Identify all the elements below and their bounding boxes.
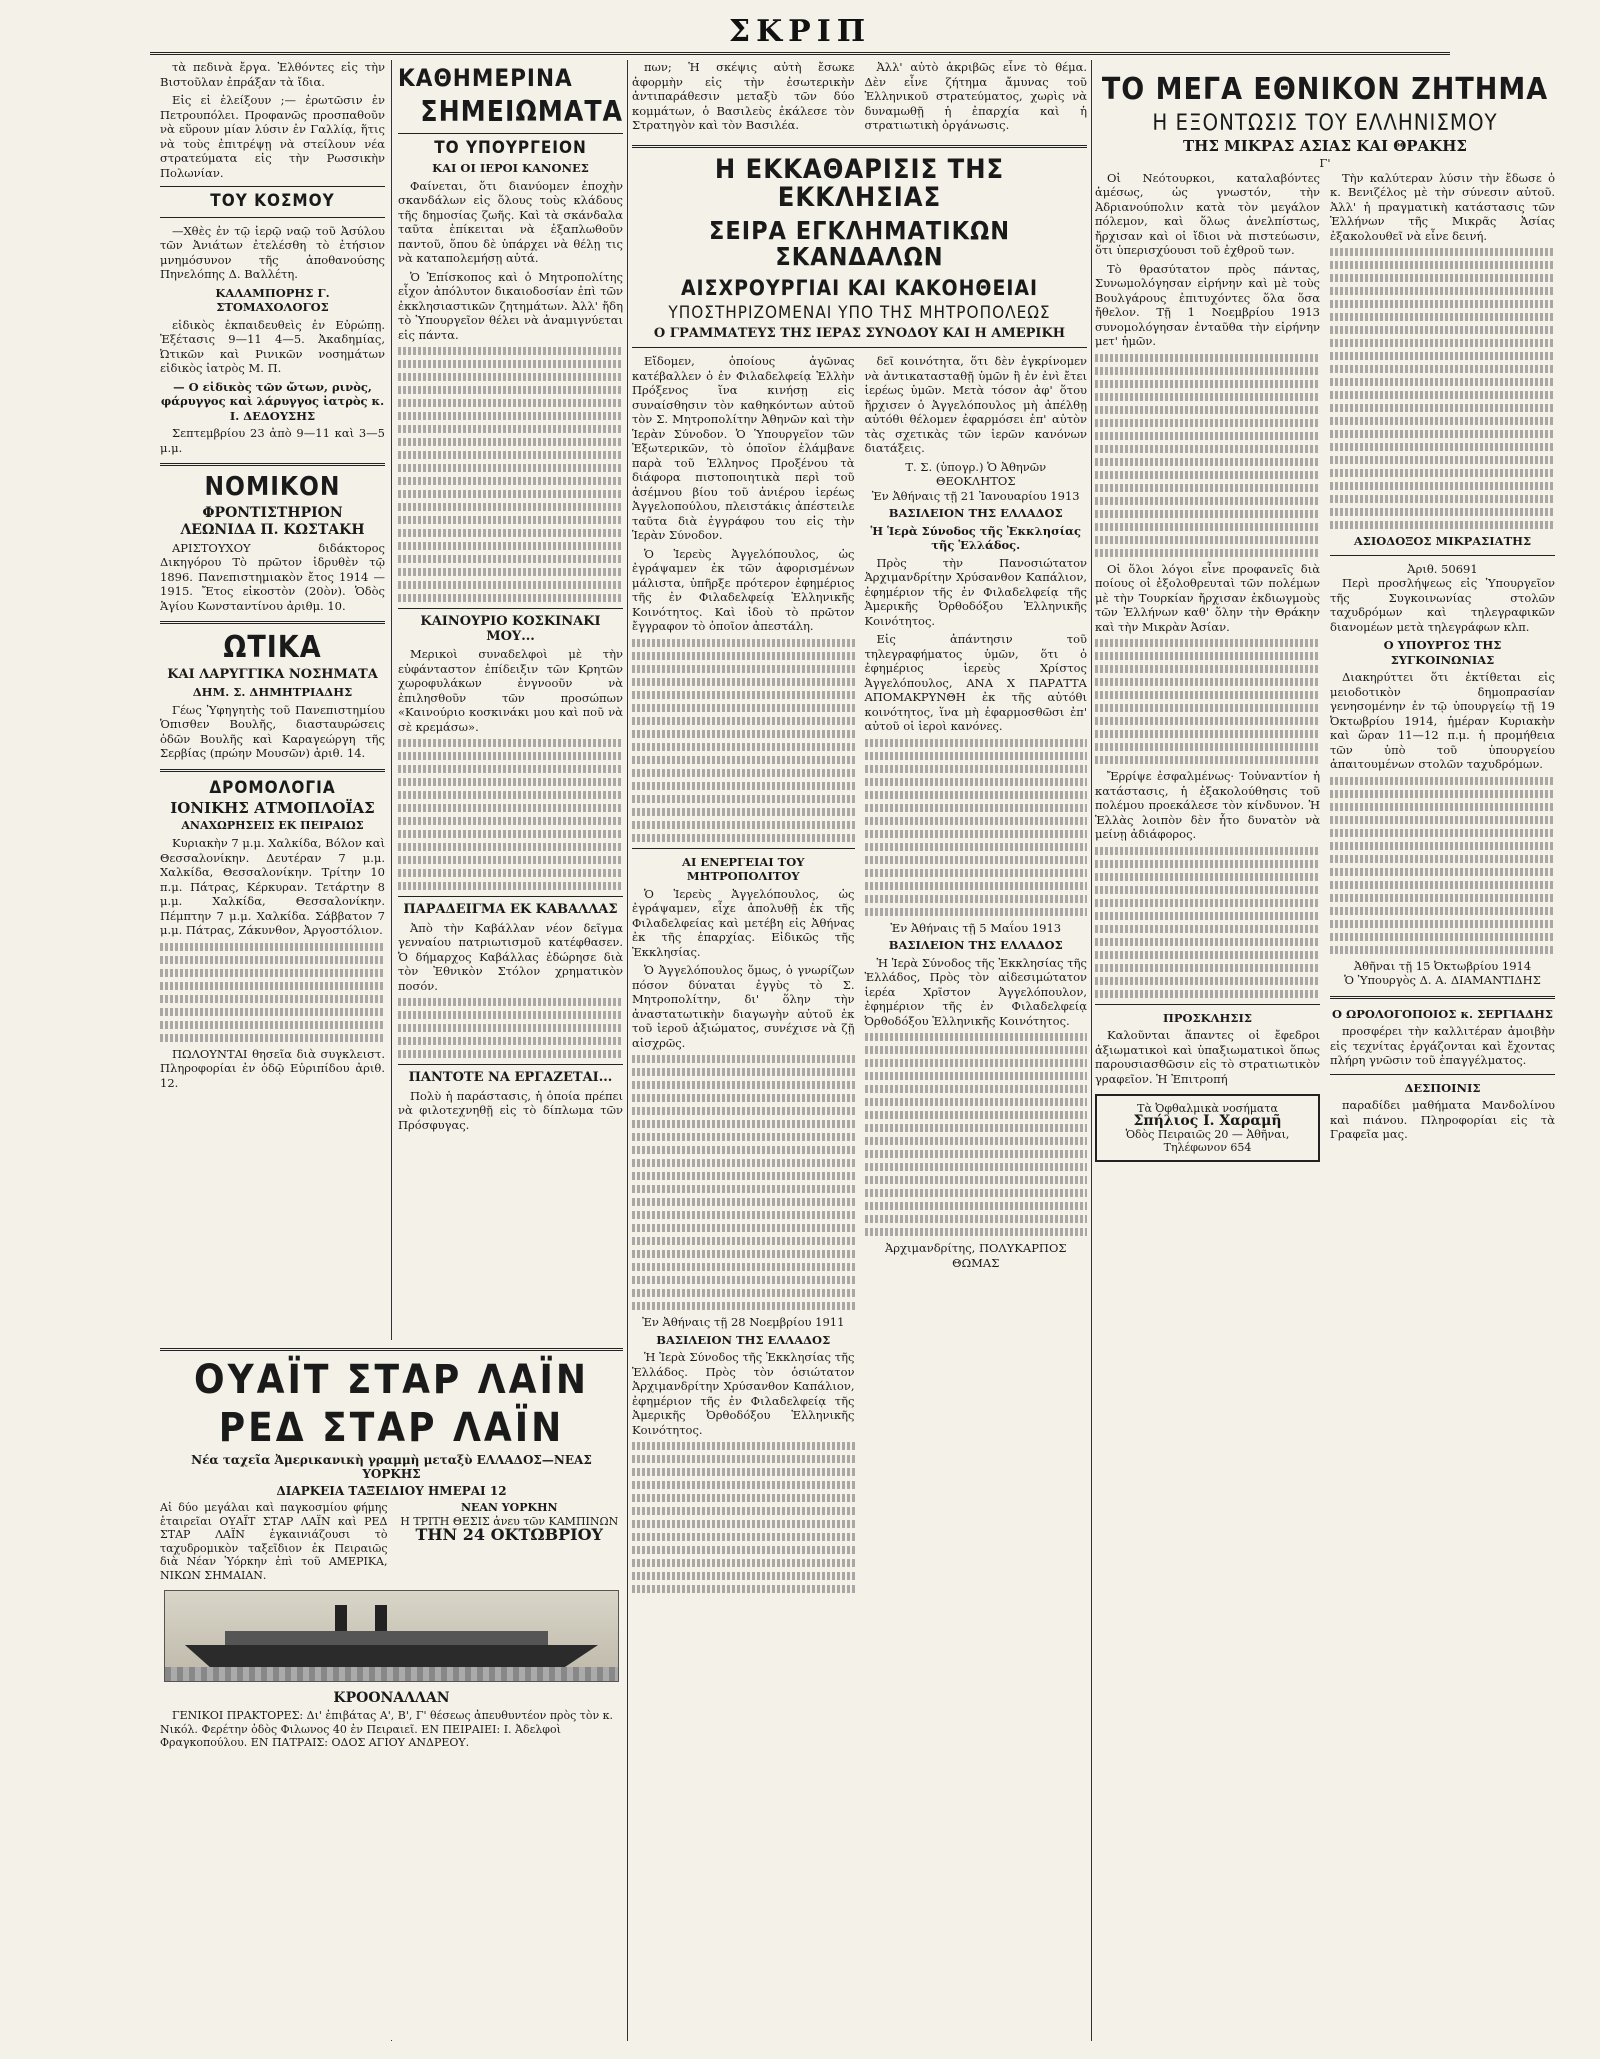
- ad-text: εἰδικὸς ἐκπαιδευθεὶς ἐν Εὐρώπῃ. Ἐξέτασις 9—11 4—5. Ἀκαδημίας, Ὠτικῶν καὶ Ρινικῶν νοσημάτων εἰδικὸς ἰατρὸς Μ. Π.: [160, 317, 385, 376]
- ad-heading: ΑΝΑΧΩΡΗΣΕΙΣ ΕΚ ΠΕΙΡΑΙΩΣ: [181, 818, 364, 832]
- article-text: Ἔρρίψε ἐσφαλμένως· Τοὐναντίον ἡ κατάστασις, ἡ ἐξακολούθησις τοῦ πολέμου προεκάλεσε τὸν κίνδυνον. Ἡ Ἑλλὰς λοιπὸν δὲν ἦτο δυνατὸν νὰ μείνῃ ἀδιάφορος.: [1095, 769, 1320, 842]
- article-text: Ἀλλ' αὐτὸ ἀκριβῶς εἶνε τὸ θέμα. Δὲν εἶνε ζήτημα ἄμυνας τοῦ Ἑλληνικοῦ στρατεύματος, χωρὶς νὰ δυναμωθῇ ἡ ἐπαρχία καὶ ἡ στρατιωτικὴ ὀργάνωσις.: [864, 60, 1087, 132]
- article-part: Γ': [1319, 156, 1331, 171]
- divider: [398, 608, 623, 609]
- newspaper-name: ΣΚΡΙΠ: [728, 14, 872, 49]
- column-2: [398, 60, 623, 1329]
- ad-subtitle: ΚΑΙ ΛΑΡΥΓΓΙΚΑ ΝΟΣΗΜΑΤΑ: [167, 666, 378, 682]
- document-date: Ἐν Ἀθήναις τῇ 28 Νοεμβρίου 1911: [642, 1315, 845, 1330]
- ad-title: ΡΕΔ ΣΤΑΡ ΛΑΪΝ: [218, 1405, 565, 1451]
- text-block: [1095, 847, 1320, 998]
- ad-text: προσφέρει τὴν καλλιτέραν ἀμοιβὴν εἰς τεχνίτας ἐργάζονται καὶ ἔχοντας πλήρη γνῶσιν τοῦ ἐπαγγέλματος.: [1330, 1024, 1555, 1068]
- article-text: Ἡ Ἱερὰ Σύνοδος τῆς Ἐκκλησίας τῆς Ἑλλάδος. Πρὸς τὸν ὁσιώτατον Ἀρχιμανδρίτην Χρύσανθον Καπάλιον, ἐφημέριον τῆς ἐν Φιλαδελφείᾳ τῆς Ἀμερικῆς Ὀρθοδόξου Ἑλληνικῆς Κοινότητος.: [632, 1350, 855, 1437]
- text-block: [1095, 639, 1320, 764]
- document-signature: Ἀρχιμανδρίτης, ΠΟΛΥΚΑΡΠΟΣ ΘΩΜΑΣ: [884, 1241, 1067, 1270]
- article-text: Εἰς εἰ ἐλείξουν ;— ἐρωτῶσιν ἐν Πετρουπόλει. Προφανῶς προσπαθοῦν νὰ εὕρουν μίαν λύσιν ἐν Γαλλίᾳ, ἥτις νὰ τοὺς ἐπιτρέψῃ νὰ στείλουν νέα στρατεύματα εἰς τὴν Ρωσσικὴν Πολωνίαν.: [160, 93, 385, 180]
- article-text: Ὁ Ἐπίσκοπος καὶ ὁ Μητροπολίτης εἶχον ἀπόλυτον δικαιοδοσίαν ἐπὶ τῶν ἐκκλησιαστικῶν ζητημάτων. Ἀλλ' ἤδη τὸ Ὑπουργεῖον θέλει νὰ ἀναμιγνύεται εἰς πάντα.: [398, 269, 623, 342]
- column-4: [1095, 60, 1555, 2041]
- ad-title: ΝΟΜΙΚΟΝ: [204, 472, 341, 503]
- article-text: Ἀπὸ τὴν Καβάλλαν νέον δεῖγμα γενναίου πατριωτισμοῦ κατέφθασεν. Ὁ δήμαρχος Καβάλλας ἐδώρησε διὰ τὸν Ἐθνικὸν Στόλον χρηματικὸν ποσόν.: [398, 920, 623, 993]
- article-text: Ὁ Ἀγγελόπουλος ὅμως, ὁ γνωρίζων πόσον δύναται ἐγγὺς τὸ Σ. Μητροπολίτην, δι' ὅλην τὴν ἀναστατωτικὴν διαγωγὴν αὐτοῦ ἐκ τοῦ ἱεροῦ ἀξιώματος, συνέχισε νὰ ζῇ αἰσχρῶς.: [632, 963, 855, 1050]
- text-block: [632, 1442, 855, 1593]
- ad-name: ΔΗΜ. Σ. ΔΗΜΗΤΡΙΑΔΗΣ: [192, 685, 353, 700]
- section-heading: ΤΟΥ ΚΟΣΜΟΥ: [210, 191, 335, 211]
- ad-text: ΠΩΛΟΥΝΤΑΙ θησεῖα διὰ συγκλειστ. Πληροφορίαι ἐν ὁδῷ Εὐριπίδου ἀριθ. 12.: [160, 1046, 385, 1090]
- ad-agents-name: ΚΡΟΟΝΑΛΛΑΝ: [333, 1690, 450, 1706]
- text-block: [1330, 248, 1555, 529]
- ad-subtitle: Νέα ταχεῖα Ἀμερικανικὴ γραμμὴ μεταξὺ ΕΛΛΑΔΟΣ—ΝΕΑΣ ΥΟΡΚΗΣ: [191, 1453, 592, 1481]
- notice-title: Ο ΥΠΟΥΡΓΟΣ ΤΗΣ ΣΥΓΚΟΙΝΩΝΙΑΣ: [1383, 638, 1502, 667]
- headline: ΤΟ ΜΕΓΑ ΕΘΝΙΚΟΝ ΖΗΤΗΜΑ: [1101, 72, 1549, 107]
- article-text: —Χθὲς ἐν τῷ ἱερῷ ναῷ τοῦ Ἀσύλου τῶν Ἀνιάτων ἐτελέσθη τὸ ἐτήσιον μνημόσυνον τῆς ἀποθανούσης Πηνελόπης Δ. Βαλλέτη.: [160, 223, 385, 282]
- shipping-ad: [160, 1340, 623, 2040]
- divider: [1095, 1004, 1320, 1005]
- divider: [1330, 555, 1555, 556]
- ad-agents: ΓΕΝΙΚΟΙ ΠΡΑΚΤΟΡΕΣ: Δι' ἐπιβάτας Α', Β', Γ' θέσεως ἀπευθυντέον πρὸς τὸν κ. Νικόλ. Φερέτην ὁδὸς Φιλωνος 40 ἐν Πειραιεῖ. ΕΝ ΠΕΙΡΑΙΕΙ: Ι. Ἀδελφοὶ Φραγκοπούλου. ΕΝ ΠΑΤΡΑΙΣ: ΟΔΟΣ ΑΓΙΟΥ ΑΝΔΡΕΟΥ.: [160, 1709, 614, 1749]
- text-block: [632, 1055, 855, 1310]
- ad-title: ΔΡΟΜΟΛΟΓΙΑ: [209, 777, 336, 798]
- article-text: Ὁ Ἱερεὺς Ἀγγελόπουλος, ὡς ἐγράψαμεν ἐκ τῶν ἀφορισμένων μάλιστα, ὑπῆρξε πρότερον ἐφημέριος τῆς ἐν Φιλαδελφείᾳ Ἑλληνικῆς Κοινότητος. Καὶ ἰδοὺ τὸ πρῶτον ἔγγραφον τὸ ὁποῖον ἀπεστάλη.: [632, 546, 855, 634]
- ad-text: ΑΡΙΣΤΟΥΧΟΥ διδάκτορος Δικηγόρου Τὸ πρῶτον ἱδρυθὲν τῷ 1896. Πανεπιστημιακὸν ἔτος 1914 — 1915. Ἔτος εἰκοστὸν (20ὸν). Ὁδὸς Ἁγίου Κωνσταντίνου ἀριθμ. 10.: [160, 540, 385, 613]
- document-header: ΒΑΣΙΛΕΙΟΝ ΤΗΣ ΕΛΛΑΔΟΣ: [888, 938, 1063, 953]
- article-text: Εἴδομεν, ὁποίους ἀγῶνας κατέβαλλεν ὁ ἐν Φιλαδελφείᾳ Ἑλλὴν Πρόξενος ἵνα κινήσῃ εἰς συναίσθησιν τὸν καθηκόντων αὐτοῦ τὸν Σ. Μητροπολίτην Ἀθηνῶν καὶ τὴν Ἱερὰν Σύνοδον. Ὁ Ὑπουργεῖον τῶν Ἐξωτερικῶν, τὸ ὁποῖον ἐλάμβανε παρὰ τοῦ Ἑλληνος Προξένου τὰ διάφορα πιστοποιητικὰ περὶ τοῦ ἀσέμνου βίου τοῦ ἀνιέρου ἱερέως Ἀγγελοπούλου, πλειστάκις ἀπέστειλε ταῦτα διὰ ἐγγράφου του εἰς τὴν Ἱερὰν Σύνοδον.: [632, 354, 855, 543]
- text-block: [1330, 777, 1555, 954]
- section-heading: ΤΟ ΥΠΟΥΡΓΕΙΟΝ: [434, 137, 587, 158]
- notice-title: ΠΡΟΣΚΛΗΣΙΣ: [1162, 1010, 1253, 1025]
- text-block: [1095, 354, 1320, 557]
- article-text: Ὁ Ἱερεὺς Ἀγγελόπουλος, ὡς ἐγράψαμεν, εἶχε ἀπολυθῇ ἐκ τῆς Φιλαδελφείας καὶ μετέβη εἰς Ἀθήνας ἐκ τῆς ἐπαρχίας. Εἰδικῶς τῆς Ἐκκλησίας.: [632, 886, 855, 959]
- ad-title: Τὰ Ὀφθαλμικὰ νοσήματα: [1137, 1102, 1278, 1116]
- notice-text: Καλοῦνται ἅπαντες οἱ ἔφεδροι ἀξιωματικοὶ καὶ ὑπαξιωματικοὶ ὅπως παρουσιασθῶσιν εἰς τὸ στρατιωτικὸν γραφεῖον. Ἡ Ἐπιτροπή: [1095, 1028, 1320, 1086]
- divider: [160, 217, 385, 218]
- divider: [1330, 1074, 1555, 1075]
- text-block: [865, 1033, 1088, 1236]
- article-text: τὰ πεδινὰ ἔργα. Ἐλθόντες εἰς τὴν Βιστοῦλαν ἐπράξαν τὰ ἴδια.: [160, 60, 385, 89]
- notice-text: Διακηρύττει ὅτι ἐκτίθεται εἰς μειοδοτικὸν δημοπρασίαν γενησομένην ἐν τῷ ὑπουργείῳ τῇ 19 Ὀκτωβρίου 1914, ἡμέραν Κυριακὴν καὶ ὥραν 11—12 π.μ. ἡ προμήθεια τῶν ὑπὸ τοῦ ὑπουργείου ἀπαιτουμένων στολῶν ταχυδρόμων.: [1330, 670, 1555, 772]
- text-block: [632, 639, 855, 842]
- article-text: Τὴν καλύτεραν λύσιν τὴν ἔδωσε ὁ κ. Βενιζέλος μὲ τὴν σύνεσιν αὐτοῦ. Ἀλλ' ἡ πραγματικὴ κατάστασις τῶν Ἑλλήνων τῆς Μικρᾶς Ἀσίας ἐξακολουθεῖ νὰ εἶνε δεινή.: [1330, 170, 1555, 243]
- article-text: πων; Ἡ σκέψις αὐτὴ ἔσωκε ἀφορμὴν εἰς τὴν ἐσωτερικὴν ἀντιπαράθεσιν μεταξὺ τῶν δύο κομμάτων, ὁ Βασιλεὺς ἐκάλεσε τὸν Στρατηγὸν καὶ τὸν Βασιλέα.: [632, 60, 855, 132]
- divider: [632, 145, 1087, 148]
- column-rule: [627, 60, 628, 2041]
- ad-text: Κυριακὴν 7 μ.μ. Χαλκίδα, Βόλον καὶ Θεσσαλονίκην. Δευτέραν 7 μ.μ. Χαλκίδα, Θεσσαλονίκην. Τρίτην 10 π.μ. Πάτρας, Κέρκυραν. Τετάρτην 8 μ.μ. Χαλκίδα, Θεσσαλονίκην. Πέμπτην 7 μ.μ. Χαλκίδα. Σάββατον 7 μ.μ. Πάτρας, Ζάκυνθον, Ἀργοστόλιον.: [160, 836, 385, 938]
- divider: [160, 186, 385, 187]
- headline: ΥΠΟΣΤΗΡΙΖΟΜΕΝΑΙ ΥΠΟ ΤΗΣ ΜΗΤΡΟΠΟΛΕΩΣ: [668, 302, 1051, 323]
- document-header: Ἡ Ἱερὰ Σύνοδος τῆς Ἐκκλησίας τῆς Ἑλλάδος.: [870, 523, 1081, 553]
- divider: [160, 463, 385, 466]
- section-heading: ΠΑΡΑΔΕΙΓΜΑ ΕΚ ΚΑΒΑΛΛΑΣ: [403, 902, 618, 918]
- ad-title: ΩΤΙΚΑ: [223, 630, 322, 666]
- notice-text: Περὶ προσλήψεως εἰς Ὑπουργεῖον τῆς Συγκοινωνίας στολῶν ταχυδρόμων καὶ τηλεγραφικῶν διανομέων μετὰ τηλεγράφων κλπ.: [1330, 576, 1555, 634]
- text-block: [160, 943, 385, 1042]
- divider: [398, 1064, 623, 1065]
- section-heading: ΚΑΙΝΟΥΡΙΟ ΚΟΣΚΙΝΑΚΙ ΜΟΥ...: [420, 614, 601, 644]
- ad-text: Σεπτεμβρίου 23 ἀπὸ 9—11 καὶ 3—5 μ.μ.: [160, 426, 385, 455]
- divider: [160, 769, 385, 772]
- ad-title: Ο ΩΡΟΛΟΓΟΠΟΙΟΣ κ. ΣΕΡΓΙΑΔΗΣ: [1331, 1006, 1553, 1021]
- masthead: [150, 8, 1450, 55]
- column-title: ΚΑΘΗΜΕΡΙΝΑ: [398, 64, 573, 92]
- article-text: Φαίνεται, ὅτι διανύομεν ἐποχὴν σκανδάλων εἰς ὅλους τοὺς κλάδους τῆς δημοσίας ζωῆς. Καὶ τὰ σκάνδαλα ταῦτα ἐπίκειται νὰ ἐξαπλωθοῦν παντοῦ, ὅπου δὲ ὑπάρχει νὰ θέλῃ τις νὰ καταπολεμήσῃ αὐτά.: [398, 178, 623, 266]
- ad-title: ΟΥΑΪΤ ΣΤΑΡ ΛΑΪΝ: [193, 1357, 590, 1403]
- document-date: Ἐν Ἀθήναις τῇ 21 Ἰανουαρίου 1913: [871, 488, 1080, 503]
- notice-number: Ἀριθ. 50691: [1407, 561, 1478, 576]
- article-text: Πρὸς τὴν Πανοσιώτατον Ἀρχιμανδρίτην Χρύσανθον Καπάλιον, ἐφημέριον τῆς ἐν Φιλαδελφείᾳ τῆς Ἀμερικῆς Ὀρθοδόξου Ἑλληνικῆς Κοινότητος.: [864, 555, 1087, 628]
- section-heading: ΠΑΝΤΟΤΕ ΝΑ ΕΡΓΑΖΕΤΑΙ...: [408, 1070, 613, 1086]
- ad-title: ΔΕΣΠΟΙΝΙΣ: [1404, 1080, 1481, 1095]
- ad-name: ΛΕΩΝΙΔΑ Π. ΚΩΣΤΑΚΗ: [180, 522, 365, 539]
- ad-text: Ὁδὸς Πειραιῶς 20 — Ἀθῆναι, Τηλέφωνον 654: [1125, 1128, 1290, 1155]
- divider: [632, 848, 855, 849]
- ad-sail-info: Η ΤΡΙΤΗ ΘΕΣΙΣ ἀνευ τῶν ΚΑΜΠΙΝΩΝ: [400, 1514, 619, 1528]
- headline: ΑΙΣΧΡΟΥΡΓΙΑΙ ΚΑΙ ΚΑΚΟΗΘΕΙΑΙ: [680, 275, 1039, 300]
- document-header: ΒΑΣΙΛΕΙΟΝ ΤΗΣ ΕΛΛΑΔΟΣ: [656, 1332, 831, 1347]
- divider: [632, 347, 1087, 348]
- ad-date: ΤΗΝ 24 ΟΚΤΩΒΡΙΟΥ: [415, 1525, 603, 1544]
- article-text: Οἱ ὅλοι λόγοι εἶνε προφανεῖς διὰ ποίους οἱ ἐξολοθρευταὶ τῶν πολέμων μὲ τὴν Τουρκίαν ἤρχισαν ἐκδιωγμοὺς τῶν Ἑλλήνων καθ' ὅλην τὴν Θράκην καὶ τὴν Μικρὰν Ἀσίαν.: [1095, 561, 1320, 634]
- article-signature: ΑΣΙΟΔΟΞΟΣ ΜΙΚΡΑΣΙΑΤΗΣ: [1353, 534, 1532, 549]
- column-title: ΣΗΜΕΙΩΜΑΤΑ: [420, 95, 623, 129]
- ad-name: Σπήλιος Ι. Χαραμῆ: [1133, 1113, 1282, 1130]
- divider: [398, 133, 623, 134]
- subheadline: Ο ΓΡΑΜΜΑΤΕΥΣ ΤΗΣ ΙΕΡΑΣ ΣΥΝΟΔΟΥ ΚΑΙ Η ΑΜΕΡΙΚΗ: [653, 325, 1066, 341]
- ad-subtitle: ΦΡΟΝΤΙΣΤΗΡΙΟΝ: [202, 504, 343, 521]
- document-date: Ἐν Ἀθήναις τῇ 5 Μαΐου 1913: [890, 920, 1062, 935]
- article-text: δεῖ κοινότητα, ὅτι δὲν ἐγκρίνομεν νὰ ἀντικατασταθῇ ὑμῶν ἢ ἐν ἐνὶ ἔτει ἱερέως ὑμῶν. Μετὰ τόσον ἀφ' ὅτου ἤρχισεν ὁ Ἀγγελόπουλος μὴ ἀπέλθῃ αὐτόθι θέλομεν ἐφαρμόσει ἐπ' αὐτὸν τὰς σχετικὰς τῶν ἱερῶν κανόνων διατάξεις.: [864, 354, 1087, 456]
- text-block: [865, 739, 1088, 916]
- divider: [160, 621, 385, 624]
- article-text: Πολὺ ἡ παράστασις, ἡ ὁποία πρέπει νὰ φιλοτεχνηθῇ εἰς τὸ δίπλωμα τῶν Πρόσφυγας.: [398, 1088, 623, 1132]
- article-text: Μερικοὶ συναδελφοὶ μὲ τὴν εὐφάνταστον ἐπίδειξιν τῶν Κρητῶν χωροφυλάκων ἐνγνοοῦν νὰ ἐπιλησθοῦν τῶν προσώπων «Καινούριο κοσκινάκι μου καὶ ποῦ νὰ σὲ κρεμάσω».: [398, 647, 623, 734]
- text-block: [398, 739, 623, 890]
- ad-ship-name: ΝΕΑΝ ΥΟΡΚΗΝ: [460, 1501, 558, 1514]
- headline: ΣΕΙΡΑ ΕΓΚΛΗΜΑΤΙΚΩΝ ΣΚΑΝΔΑΛΩΝ: [708, 216, 1011, 272]
- text-block: [398, 347, 623, 602]
- ad-heading: ΚΑΛΑΜΠΟΡΗΣ Γ. ΣΤΟΜΑΧΟΛΟΓΟΣ: [215, 285, 330, 315]
- notice-date: Ἀθῆναι τῇ 15 Ὀκτωβρίου 1914: [1353, 958, 1532, 973]
- section-subheading: ΚΑΙ ΟΙ ΙΕΡΟΙ ΚΑΝΟΝΕΣ: [432, 161, 589, 176]
- headline: Η ΕΚΚΑΘΑΡΙΣΙΣ ΤΗΣ ΕΚΚΛΗΣΙΑΣ: [714, 153, 1005, 213]
- article-text: Ἡ Ἱερὰ Σύνοδος τῆς Ἐκκλησίας τῆς Ἑλλάδος, Πρὸς τὸν αἰδεσιμώτατον ἱερέα Χρῖστον Ἀγγελόπουλον, ἐφημέριον τῆς ἐν Φιλαδελφείᾳ Ὀρθοδόξου Ἑλληνικῆς Κοινότητος.: [864, 955, 1087, 1028]
- document-signature: Τ. Σ. (ὑπογρ.) Ὁ Ἀθηνῶν ΘΕΟΚΛΗΤΟΣ: [905, 459, 1047, 489]
- eye-doctor-ad: [1095, 1094, 1320, 1162]
- article-text: Εἰς ἀπάντησιν τοῦ τηλεγραφήματος ὑμῶν, ὅτι ὁ ἐφημέριος ἱερεὺς Χρίστος Ἀγγελόπουλος, ΑΝΑ Χ ΠΑΡΑΤΤΑ ΑΠΟΜΑΚΡΥΝΘΗ ἐκ τῆς αὐτόθι κοινότητος, ἵνα μὴ ἐφαρμοσθῶσι ἐπ' αὐτοῦ οἱ ἱεροὶ κανόνες.: [864, 632, 1087, 734]
- subheadline: ΤΗΣ ΜΙΚΡΑΣ ΑΣΙΑΣ ΚΑΙ ΘΡΑΚΗΣ: [1182, 136, 1467, 155]
- ad-subtitle: ΔΙΑΡΚΕΙΑ ΤΑΞΕΙΔΙΟΥ ΗΜΕΡΑΙ 12: [276, 1484, 507, 1498]
- text-block: [398, 998, 623, 1058]
- ad-heading: — Ο εἰδικὸς τῶν ὤτων, ρινὸς, φάρυγγος καὶ λάρυγγος ἰατρὸς κ. Ι. ΔΕΔΟΥΣΗΣ: [160, 379, 385, 423]
- ad-text: παραδίδει μαθήματα Μανδολίνου καὶ πιάνου. Πληροφορίαι εἰς τὰ Γραφεῖα μας.: [1330, 1098, 1555, 1142]
- ad-detail: [396, 1501, 624, 1582]
- divider: [160, 1348, 623, 1351]
- section-heading: ΑΙ ΕΝΕΡΓΕΙΑΙ ΤΟΥ ΜΗΤΡΟΠΟΛΙΤΟΥ: [682, 854, 805, 884]
- column-3: [632, 60, 1087, 2041]
- divider: [398, 896, 623, 897]
- ad-text: Γέως Ὑφηγητὴς τοῦ Πανεπιστημίου Ὁπισθεν Βουλῆς, διασταυρώσεις ὁδῶν Βουλῆς καὶ Καραγεώργη τῆς Σερβίας (πρώην Μουσῶν) ἀριθ. 14.: [160, 702, 385, 761]
- article-text: Οἱ Νεότουρκοι, καταλαβόντες ἀμέσως, ὡς γνωστόν, τὴν Ἀδριανούπολιν κατὰ τὸν μεγάλον πόλεμον, καὶ ὅλως ἀνελπίστως, ἤρχισαν καὶ οἱ ἴδιοι νὰ πιστεύωσιν, ὅτι ὑπερισχύουσι τοῦ ἐχθροῦ των.: [1095, 170, 1320, 258]
- steamship-illustration: [164, 1590, 619, 1682]
- notice-signature: Ὁ Ὑπουργὸς Δ. Α. ΔΙΑΜΑΝΤΙΔΗΣ: [1344, 973, 1541, 988]
- column-rule: [1091, 60, 1092, 2041]
- article-text: Τὸ θρασύτατον πρὸς πάντας, Συνωμολόγησαν εἰρήνην καὶ μὲ τοὺς Βουλγάρους ἐπιτυχόντες ὅλα ὅσα ἤθελον. Τῇ 1 Νοεμβρίου 1913 συνομολόγησαν ἐνταῦθα τὴν εἰρήνην μετ' ἡμῶν.: [1095, 261, 1320, 349]
- headline: Η ΕΞΟΝΤΩΣΙΣ ΤΟΥ ΕΛΛΗΝΙΣΜΟΥ: [1152, 110, 1498, 136]
- ad-subtitle: ΙΟΝΙΚΗΣ ΑΤΜΟΠΛΟΪΑΣ: [170, 799, 375, 818]
- ad-text: Αἱ δύο μεγάλαι καὶ παγκοσμίου φήμης ἑταιρεῖαι ΟΥΑΪΤ ΣΤΑΡ ΛΑΪΝ καὶ ΡΕΔ ΣΤΑΡ ΛΑΪΝ ἐγκαινιάζουσι τὸ ταχυδρομικὸν ταξεῖδιον ἐκ Πειραιῶς διὰ Νέαν Ὑόρκην ἐπὶ τοῦ ΑΜΕΡΙΚΑ, ΝΙΚΩΝ ΣΗΜΑΙΑΝ.: [160, 1501, 388, 1582]
- divider: [1330, 996, 1555, 999]
- document-header: ΒΑΣΙΛΕΙΟΝ ΤΗΣ ΕΛΛΑΔΟΣ: [888, 506, 1063, 521]
